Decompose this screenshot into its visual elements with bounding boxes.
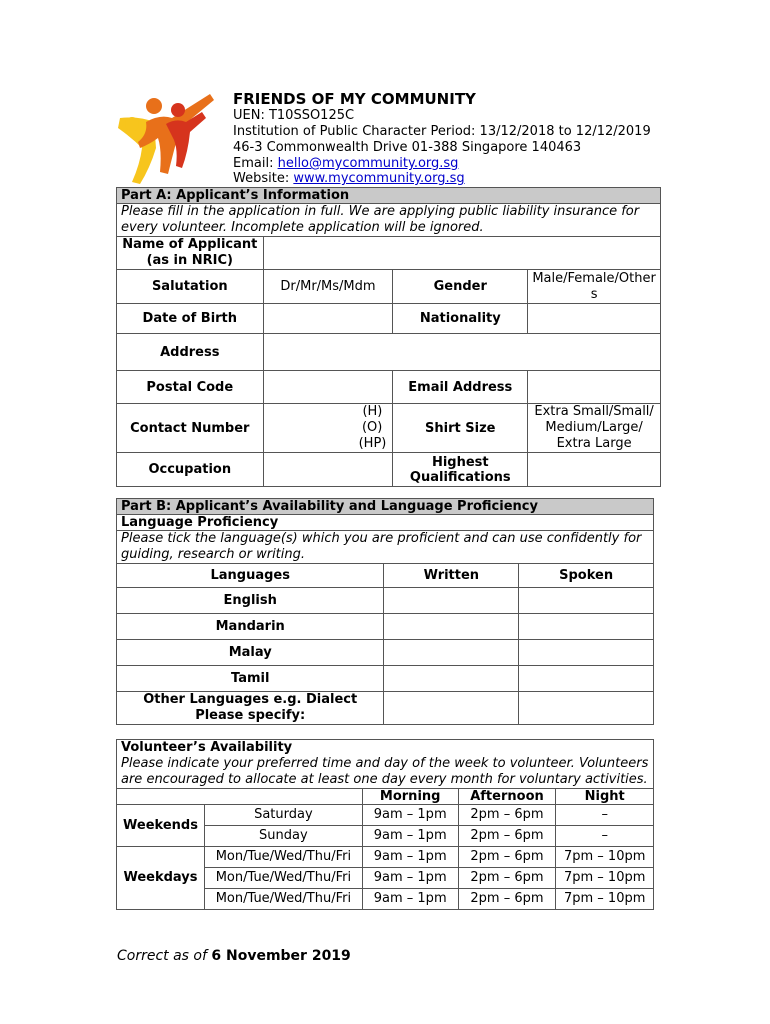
weekday-night[interactable]: 7pm – 10pm bbox=[556, 888, 654, 909]
gender-label: Gender bbox=[393, 270, 528, 304]
email-address-label: Email Address bbox=[393, 371, 528, 404]
qualifications-field[interactable] bbox=[528, 453, 661, 487]
email-label: Email: bbox=[233, 156, 278, 171]
lang-english: English bbox=[117, 588, 384, 614]
contact-office: (O) bbox=[361, 420, 383, 435]
mandarin-spoken-cell[interactable] bbox=[519, 614, 654, 640]
col-morning: Morning bbox=[362, 788, 458, 804]
contact-field[interactable] bbox=[263, 404, 393, 453]
address-label: Address bbox=[117, 334, 264, 371]
weekday-night[interactable]: 7pm – 10pm bbox=[556, 867, 654, 888]
col-languages: Languages bbox=[117, 564, 384, 588]
gender-options[interactable]: Male/Female/Others bbox=[528, 270, 661, 304]
lang-instruction: Please tick the language(s) which you are proficient and can use confidently for guiding, research or writing. bbox=[117, 531, 654, 564]
nationality-label: Nationality bbox=[393, 304, 528, 334]
salutation-label: Salutation bbox=[117, 270, 264, 304]
uen: UEN: T10SSO125C bbox=[233, 108, 355, 123]
shirt-label: Shirt Size bbox=[393, 404, 528, 453]
weekday-morning[interactable]: 9am – 1pm bbox=[362, 846, 458, 867]
name-field[interactable] bbox=[263, 237, 660, 270]
tamil-written-cell[interactable] bbox=[384, 666, 519, 692]
availability-table bbox=[116, 739, 654, 910]
weekday-afternoon[interactable]: 2pm – 6pm bbox=[458, 846, 556, 867]
email-address-field[interactable] bbox=[528, 371, 661, 404]
col-night: Night bbox=[556, 788, 654, 804]
community-logo bbox=[110, 88, 228, 188]
dob-label: Date of Birth bbox=[117, 304, 264, 334]
postal-field[interactable] bbox=[263, 371, 393, 404]
footer-date: 6 November 2019 bbox=[211, 948, 351, 964]
weekday-morning[interactable]: 9am – 1pm bbox=[362, 888, 458, 909]
weekday-morning[interactable]: 9am – 1pm bbox=[362, 867, 458, 888]
correct-as-of: Correct as of bbox=[117, 948, 212, 964]
col-afternoon: Afternoon bbox=[458, 788, 556, 804]
contact-home: (H) bbox=[362, 404, 383, 419]
part-a-title: Part A: Applicant’s Information bbox=[117, 188, 661, 204]
weekday-afternoon[interactable]: 2pm – 6pm bbox=[458, 867, 556, 888]
english-spoken-cell[interactable] bbox=[519, 588, 654, 614]
weekend-day: Sunday bbox=[204, 825, 362, 846]
part-b-table bbox=[116, 498, 654, 725]
email-link[interactable]: hello@mycommunity.org.sg bbox=[277, 156, 459, 171]
malay-spoken-cell[interactable] bbox=[519, 640, 654, 666]
weekend-day: Saturday bbox=[204, 804, 362, 825]
dob-field[interactable] bbox=[263, 304, 393, 334]
weekday-afternoon[interactable]: 2pm – 6pm bbox=[458, 888, 556, 909]
malay-written-cell[interactable] bbox=[384, 640, 519, 666]
weekday-night[interactable]: 7pm – 10pm bbox=[556, 846, 654, 867]
footer bbox=[117, 948, 351, 964]
lang-tamil: Tamil bbox=[117, 666, 384, 692]
ipc-period: Institution of Public Character Period: 13/12/2018 to 12/12/2019 bbox=[233, 124, 651, 139]
lang-mandarin: Mandarin bbox=[117, 614, 384, 640]
salutation-options[interactable]: Dr/Mr/Ms/Mdm bbox=[263, 270, 393, 304]
contact-label: Contact Number bbox=[117, 404, 264, 453]
availability-instruction: Please indicate your preferred time and day of the week to volunteer. Volunteers are encouraged to allocate at least one day every month for voluntary activities. bbox=[117, 756, 654, 789]
col-written: Written bbox=[384, 564, 519, 588]
email-line bbox=[233, 156, 458, 171]
lang-malay: Malay bbox=[117, 640, 384, 666]
lang-title: Language Proficiency bbox=[117, 515, 654, 531]
weekday-day: Mon/Tue/Wed/Thu/Fri bbox=[204, 846, 362, 867]
empty-header-2 bbox=[204, 788, 362, 804]
col-spoken: Spoken bbox=[519, 564, 654, 588]
org-address: 46-3 Commonwealth Drive 01-388 Singapore 140463 bbox=[233, 140, 582, 155]
weekends-label: Weekends bbox=[117, 804, 205, 846]
weekday-day: Mon/Tue/Wed/Thu/Fri bbox=[204, 888, 362, 909]
website-line bbox=[233, 171, 465, 186]
empty-header-1 bbox=[117, 788, 205, 804]
weekdays-label: Weekdays bbox=[117, 846, 205, 909]
part-a-table bbox=[116, 187, 661, 487]
occupation-label: Occupation bbox=[117, 453, 264, 487]
lang-other: Other Languages e.g. Dialect Please specify: bbox=[117, 692, 384, 725]
other-written-cell[interactable] bbox=[384, 692, 519, 725]
website-link[interactable]: www.mycommunity.org.sg bbox=[293, 171, 465, 186]
weekday-day: Mon/Tue/Wed/Thu/Fri bbox=[204, 867, 362, 888]
postal-label: Postal Code bbox=[117, 371, 264, 404]
other-spoken-cell[interactable] bbox=[519, 692, 654, 725]
mandarin-written-cell[interactable] bbox=[384, 614, 519, 640]
availability-title: Volunteer’s Availability bbox=[117, 740, 654, 756]
name-label: Name of Applicant (as in NRIC) bbox=[117, 237, 264, 270]
org-name: FRIENDS OF MY COMMUNITY bbox=[233, 90, 476, 108]
english-written-cell[interactable] bbox=[384, 588, 519, 614]
occupation-field[interactable] bbox=[263, 453, 393, 487]
weekend-afternoon[interactable]: 2pm – 6pm bbox=[458, 825, 556, 846]
contact-mobile: (HP) bbox=[358, 436, 387, 451]
shirt-options[interactable]: Extra Small/Small/ Medium/Large/ Extra Large bbox=[528, 404, 661, 453]
weekend-afternoon[interactable]: 2pm – 6pm bbox=[458, 804, 556, 825]
weekend-morning[interactable]: 9am – 1pm bbox=[362, 825, 458, 846]
address-field[interactable] bbox=[263, 334, 660, 371]
tamil-spoken-cell[interactable] bbox=[519, 666, 654, 692]
part-b-title: Part B: Applicant’s Availability and Language Proficiency bbox=[117, 499, 654, 515]
nationality-field[interactable] bbox=[528, 304, 661, 334]
website-label: Website: bbox=[233, 171, 294, 186]
weekend-morning[interactable]: 9am – 1pm bbox=[362, 804, 458, 825]
qualifications-label: Highest Qualifications bbox=[393, 453, 528, 487]
weekend-night[interactable]: – bbox=[556, 825, 654, 846]
part-a-instruction: Please fill in the application in full. We are applying public liability insurance for every volunteer. Incomplete application will be ignored. bbox=[117, 204, 661, 237]
weekend-night[interactable]: – bbox=[556, 804, 654, 825]
